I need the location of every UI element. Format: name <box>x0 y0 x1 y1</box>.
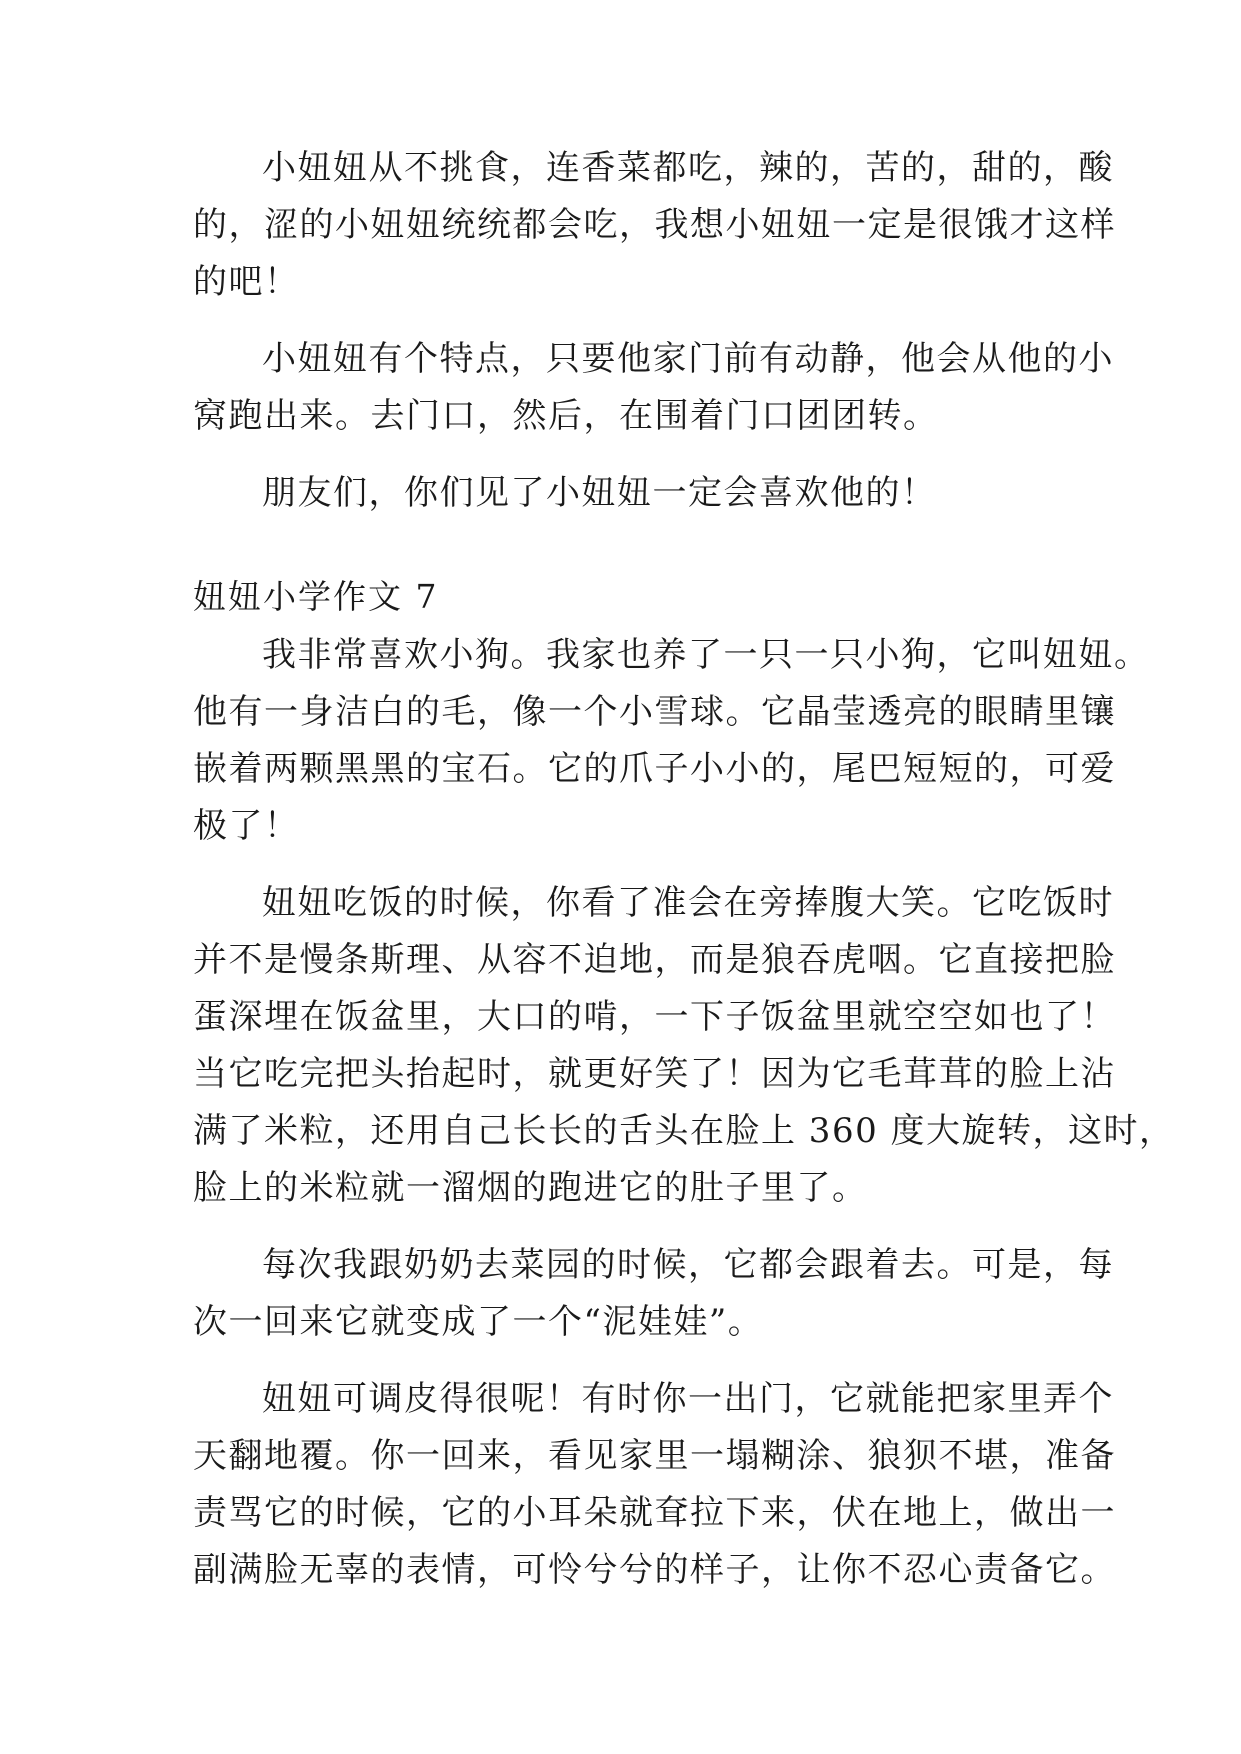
text-line: 极了！ <box>193 806 300 846</box>
text-line: 小妞妞从不挑食，连香菜都吃，辣的，苦的，甜的，酸 <box>262 148 1114 188</box>
text-line: 我非常喜欢小狗。我家也养了一只一只小狗，它叫妞妞。 <box>262 635 1150 675</box>
text-line: 天翻地覆。你一回来，看见家里一塌糊涂、狼狈不堪，准备 <box>193 1436 1116 1476</box>
text-line: 次一回来它就变成了一个“泥娃娃”。 <box>193 1302 764 1342</box>
text-line: 的吧！ <box>193 262 300 302</box>
text-line: 并不是慢条斯理、从容不迫地，而是狼吞虎咽。它直接把脸 <box>193 940 1116 980</box>
text-line: 脸上的米粒就一溜烟的跑进它的肚子里了。 <box>193 1168 868 1208</box>
text-line: 蛋深埋在饭盆里，大口的啃，一下子饭盆里就空空如也了！ <box>193 997 1116 1037</box>
text-line: 妞妞吃饭的时候，你看了准会在旁捧腹大笑。它吃饭时 <box>262 883 1114 923</box>
text-line: 窝跑出来。去门口，然后，在围着门口团团转。 <box>193 396 939 436</box>
text-line: 朋友们，你们见了小妞妞一定会喜欢他的！ <box>262 473 937 513</box>
text-line: 每次我跟奶奶去菜园的时候，它都会跟着去。可是，每 <box>262 1245 1114 1285</box>
text-line: 的，涩的小妞妞统统都会吃，我想小妞妞一定是很饿才这样 <box>193 205 1116 245</box>
text-line: 当它吃完把头抬起时，就更好笑了！因为它毛茸茸的脸上沾 <box>193 1054 1116 1094</box>
text-line: 小妞妞有个特点，只要他家门前有动静，他会从他的小 <box>262 339 1114 379</box>
text-line: 满了米粒，还用自己长长的舌头在脸上 360 度大旋转，这时， <box>193 1111 1175 1151</box>
text-line: 副满脸无辜的表情，可怜兮兮的样子，让你不忍心责备它。 <box>193 1550 1116 1590</box>
section-title: 妞妞小学作文 7 <box>193 577 439 616</box>
text-line: 嵌着两颗黑黑的宝石。它的爪子小小的，尾巴短短的，可爱 <box>193 749 1116 789</box>
text-line: 妞妞可调皮得很呢！有时你一出门，它就能把家里弄个 <box>262 1379 1114 1419</box>
text-line: 责骂它的时候，它的小耳朵就耷拉下来，伏在地上，做出一 <box>193 1493 1116 1533</box>
text-line: 他有一身洁白的毛，像一个小雪球。它晶莹透亮的眼睛里镶 <box>193 692 1116 732</box>
